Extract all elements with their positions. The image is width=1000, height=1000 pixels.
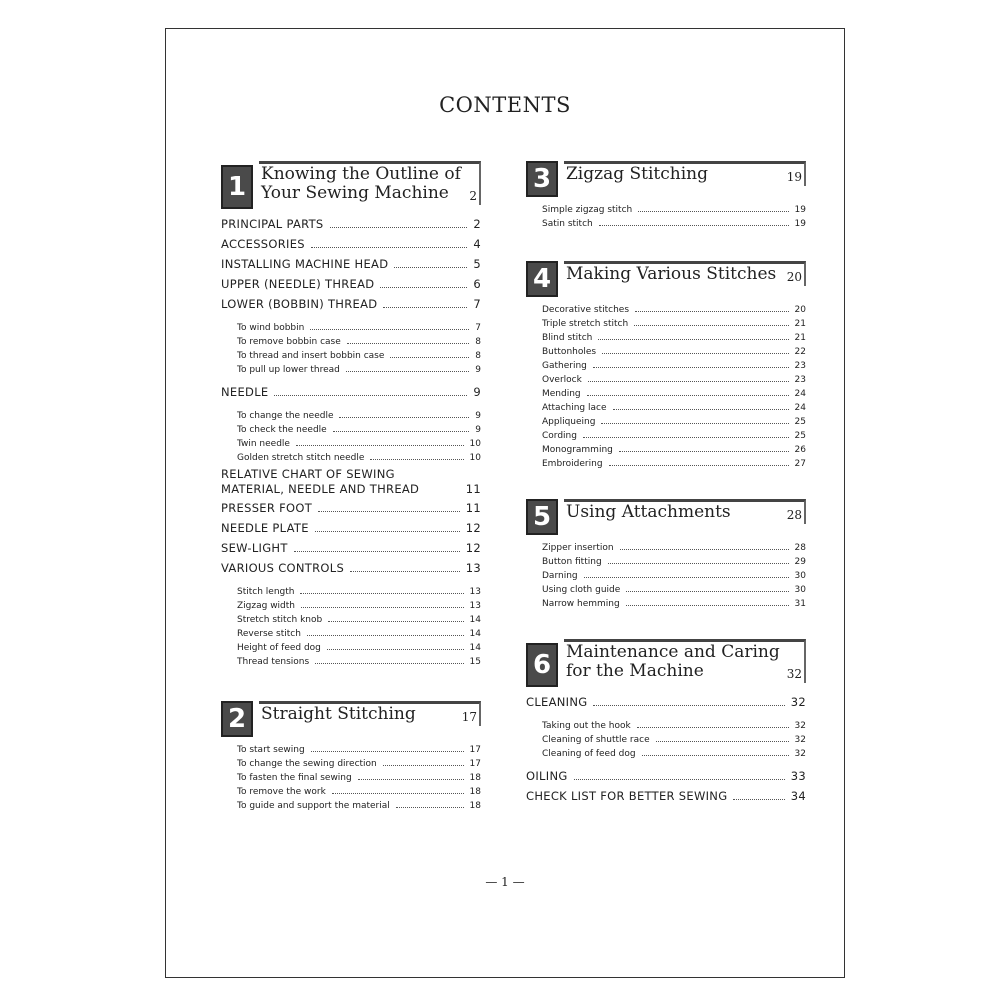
toc-entry-label: Zigzag width [237,601,295,611]
toc-subentry [221,629,481,643]
toc-entry [221,385,481,405]
toc-entry-page: 32 [790,695,806,709]
toc-entry [221,561,481,581]
dot-leader [330,227,468,228]
dot-leader [642,755,789,756]
toc-subentry [526,749,806,763]
toc-entry-label: To wind bobbin [237,323,305,333]
dot-leader [602,353,788,354]
dot-leader [619,451,789,452]
dot-leader [318,511,460,512]
toc-entry [526,769,806,789]
toc-subentry [221,745,481,759]
toc-entry-page: 17 [469,759,481,769]
toc-entry-label: Overlock [542,375,582,385]
toc-subentry [526,375,806,389]
dot-leader [656,741,789,742]
toc-subentry [526,735,806,749]
dot-leader [294,551,460,552]
toc-entry-page: 10 [469,439,481,449]
toc-subentry [526,543,806,557]
dot-leader [300,593,463,594]
toc-entry-label: Zipper insertion [542,543,614,553]
toc-subentry [526,445,806,459]
toc-entry-page: 12 [465,521,481,535]
dot-leader [307,635,464,636]
toc-entry-page: 9 [475,425,481,435]
toc-entry-label: To thread and insert bobbin case [237,351,385,361]
section-4 [526,261,806,473]
toc-entry-label: SEW-LIGHT [221,541,288,555]
toc-entry-page: 22 [794,347,806,357]
toc-entry-page: 2 [473,217,481,231]
dot-leader [350,571,460,572]
toc-subentry [221,425,481,439]
toc-entry-page: 18 [469,773,481,783]
section-title-block [259,701,481,726]
right-column [526,161,806,809]
toc-subentry [526,431,806,445]
toc-subentry [221,337,481,351]
toc-subentry [221,351,481,365]
dot-leader [315,663,463,664]
toc-entry-label: LOWER (BOBBIN) THREAD [221,297,378,311]
toc-subentry [221,759,481,773]
dot-leader [311,247,467,248]
section-6 [526,639,806,809]
dot-leader [626,591,788,592]
section-title-block [564,499,806,524]
page-number: — 1 — [485,875,525,889]
toc-entry [221,501,481,521]
dot-leader [584,577,789,578]
toc-entry-page: 18 [469,787,481,797]
toc-entry-label: UPPER (NEEDLE) THREAD [221,277,375,291]
toc-entry-label: Monogramming [542,445,613,455]
dot-leader [333,431,470,432]
toc-entry-page: 25 [794,417,806,427]
toc-entry-label: Button fitting [542,557,602,567]
toc-entry [221,277,481,297]
dot-leader [733,799,784,800]
dot-leader [588,381,789,382]
toc-entry-page: 27 [794,459,806,469]
manual-page [165,28,845,978]
toc-entry [221,521,481,541]
toc-entry-page: 7 [475,323,481,333]
toc-subentry [221,601,481,615]
dot-leader [383,307,467,308]
dot-leader [327,649,464,650]
section-title-block [564,261,806,286]
toc-entry-page: 11 [465,482,481,496]
toc-entry-page: 33 [790,769,806,783]
toc-entry-label: Mending [542,389,581,399]
dot-leader [587,395,789,396]
dot-leader [328,621,463,622]
toc-subentry [526,459,806,473]
toc-entry [526,695,806,715]
section-title-line: Knowing the Outline of [261,164,461,184]
dot-leader [396,807,464,808]
section-title-line: Maintenance and Caring [566,642,780,662]
dot-leader [301,607,464,608]
toc-entry-label: CHECK LIST FOR BETTER SEWING [526,789,728,803]
section-title-block [564,639,806,683]
section-header [221,701,481,737]
dot-leader [358,779,464,780]
toc-entry-label: Narrow hemming [542,599,620,609]
toc-entry-label: ACCESSORIES [221,237,305,251]
toc-entry [221,297,481,317]
dot-leader [390,357,469,358]
section-number-badge: 4 [526,261,558,297]
toc-entry-label: Satin stitch [542,219,593,229]
toc-entry-label: INSTALLING MACHINE HEAD [221,257,389,271]
section-page-number: 2 [469,189,477,203]
toc-entry-page: 9 [473,385,481,399]
toc-entry-label: Embroidering [542,459,603,469]
toc-entry-page: 12 [465,541,481,555]
toc-entry-page: 13 [469,587,481,597]
toc-entry-label: Cleaning of shuttle race [542,735,650,745]
dot-leader [370,459,463,460]
toc-entry-label: Appliqueing [542,417,596,427]
toc-entry-page: 23 [794,361,806,371]
toc-entry-label: Gathering [542,361,587,371]
dot-leader [608,563,789,564]
section-number-badge: 3 [526,161,558,197]
dot-leader [634,325,788,326]
dot-leader [332,793,464,794]
dot-leader [296,445,464,446]
section-header [221,161,481,209]
toc-entry-label: Using cloth guide [542,585,621,595]
toc-entry-page: 28 [794,543,806,553]
dot-leader [346,371,469,372]
toc-entry-page: 8 [475,337,481,347]
toc-entry-label: VARIOUS CONTROLS [221,561,345,575]
section-header [526,161,806,197]
toc-entry-page: 9 [475,365,481,375]
toc-entry-page: 19 [794,205,806,215]
section-title-line: for the Machine [566,661,704,681]
toc-entry-label: PRINCIPAL PARTS [221,217,324,231]
section-header [526,261,806,297]
section-3 [526,161,806,233]
dot-leader [339,417,469,418]
toc-entry-label: To start sewing [237,745,305,755]
toc-entry-page: 14 [469,629,481,639]
toc-entry-label: Decorative stitches [542,305,630,315]
toc-entry-page: 32 [794,735,806,745]
toc-entry-label: NEEDLE [221,385,269,399]
toc-entry-page: 19 [794,219,806,229]
toc-entry [221,237,481,257]
toc-entry-label: To remove the work [237,787,326,797]
toc-entry-label: To fasten the final sewing [237,773,352,783]
page-title: CONTENTS [439,93,571,117]
toc-entry-page: 10 [469,453,481,463]
toc-entry-label: PRESSER FOOT [221,501,313,515]
toc-entry-page: 25 [794,431,806,441]
dot-leader [613,409,789,410]
section-title-line: Zigzag Stitching [566,164,708,184]
toc-entry-label: Taking out the hook [542,721,631,731]
toc-subentry [221,439,481,453]
dot-leader [620,549,789,550]
dot-leader [593,367,789,368]
toc-entry-label: Stitch length [237,587,295,597]
toc-subentry [221,365,481,379]
toc-entry-page: 14 [469,643,481,653]
toc-entry-label: Attaching lace [542,403,607,413]
toc-entry-label: Height of feed dog [237,643,321,653]
section-number-badge: 5 [526,499,558,535]
toc-entry-label: Blind stitch [542,333,593,343]
toc-entry-label: Twin needle [237,439,290,449]
toc-entry [221,217,481,237]
toc-entry-label: Reverse stitch [237,629,301,639]
toc-subentry [526,333,806,347]
toc-subentry [221,787,481,801]
dot-leader [638,211,788,212]
toc-entry-page: 24 [794,403,806,413]
toc-entry-page: 21 [794,319,806,329]
toc-entry-label: RELATIVE CHART OF SEWING [221,467,395,481]
section-title-line: Your Sewing Machine [261,183,449,203]
left-column [221,161,481,815]
section-page-number: 20 [786,270,802,284]
section-page-number: 28 [786,508,802,522]
toc-subentry [221,615,481,629]
section-page-number: 32 [786,667,802,681]
toc-entry-page: 18 [469,801,481,811]
toc-subentry [526,389,806,403]
toc-entry-page: 9 [475,411,481,421]
toc-subentry [221,643,481,657]
toc-entry [221,257,481,277]
dot-leader [574,779,785,780]
toc-subentry [526,403,806,417]
toc-entry-label: Darning [542,571,578,581]
toc-entry-label: Buttonholes [542,347,597,357]
dot-leader [310,329,469,330]
section-title-block [564,161,806,186]
toc-subentry [526,205,806,219]
toc-entry-page: 4 [473,237,481,251]
section-1 [221,161,481,671]
toc-subentry [526,599,806,613]
toc-entry-page: 7 [473,297,481,311]
toc-entry-page: 6 [473,277,481,291]
toc-entry-row [221,482,481,497]
toc-subentry [221,657,481,671]
section-2 [221,701,481,815]
toc-entry [221,541,481,561]
toc-entry-page: 26 [794,445,806,455]
dot-leader [311,751,464,752]
toc-subentry [526,557,806,571]
toc-entry-page: 5 [473,257,481,271]
toc-subentry [526,721,806,735]
section-title-line: Making Various Stitches [566,264,777,284]
dot-leader [593,705,784,706]
dot-leader [274,395,467,396]
dot-leader [637,727,789,728]
toc-entry-page: 21 [794,333,806,343]
toc-entry-label: To remove bobbin case [237,337,341,347]
dot-leader [626,605,789,606]
toc-subentry [526,219,806,233]
toc-entry-page: 29 [794,557,806,567]
toc-subentry [526,571,806,585]
toc-entry-page: 14 [469,615,481,625]
toc-entry-page: 30 [794,585,806,595]
dot-leader [599,225,789,226]
section-header [526,639,806,687]
toc-entry [221,467,481,497]
toc-entry-page: 31 [794,599,806,609]
toc-entry-label-cont: MATERIAL, NEEDLE AND THREAD [221,482,420,496]
toc-entry-page: 8 [475,351,481,361]
toc-entry-page: 32 [794,749,806,759]
section-page-number: 17 [461,710,477,724]
toc-subentry [221,323,481,337]
dot-leader [383,765,464,766]
toc-entry-label: NEEDLE PLATE [221,521,309,535]
toc-entry-label: To guide and support the material [237,801,390,811]
dot-leader [635,311,789,312]
dot-leader [394,267,467,268]
section-title-line: Straight Stitching [261,704,416,724]
toc-subentry [221,453,481,467]
toc-entry-page: 23 [794,375,806,385]
toc-subentry [221,773,481,787]
toc-subentry [221,801,481,815]
toc-entry-label: Golden stretch stitch needle [237,453,365,463]
section-5 [526,499,806,613]
toc-entry-label: To check the needle [237,425,327,435]
toc-subentry [526,305,806,319]
toc-entry-page: 24 [794,389,806,399]
toc-entry-page: 32 [794,721,806,731]
dot-leader [347,343,469,344]
dot-leader [380,287,467,288]
section-page-number: 19 [786,170,802,184]
section-header [526,499,806,535]
dot-leader [601,423,788,424]
toc-subentry [526,361,806,375]
toc-entry-label: Cording [542,431,577,441]
toc-entry-label: Cleaning of feed dog [542,749,636,759]
toc-entry-label: CLEANING [526,695,588,709]
toc-entry-label: To pull up lower thread [237,365,340,375]
toc-subentry [526,319,806,333]
section-title-block [259,161,481,205]
toc-entry-page: 13 [469,601,481,611]
toc-entry-page: 11 [465,501,481,515]
section-number-badge: 2 [221,701,253,737]
toc-entry-page: 30 [794,571,806,581]
toc-entry-label: Stretch stitch knob [237,615,323,625]
toc-entry-label: OILING [526,769,568,783]
toc-entry-label: To change the sewing direction [237,759,377,769]
toc-entry [526,789,806,809]
toc-subentry [526,347,806,361]
toc-subentry [526,417,806,431]
toc-entry-label: Simple zigzag stitch [542,205,633,215]
toc-entry-page: 34 [790,789,806,803]
dot-leader [315,531,460,532]
toc-entry-label: To change the needle [237,411,334,421]
toc-subentry [221,587,481,601]
toc-entry-page: 20 [794,305,806,315]
section-number-badge: 6 [526,643,558,687]
toc-entry-label: Thread tensions [237,657,310,667]
section-title-line: Using Attachments [566,502,731,522]
toc-entry-page: 15 [469,657,481,667]
toc-subentry [526,585,806,599]
toc-subentry [221,411,481,425]
toc-entry-page: 13 [465,561,481,575]
dot-leader [609,465,789,466]
toc-entry-page: 17 [469,745,481,755]
toc-entry-label: Triple stretch stitch [542,319,629,329]
section-number-badge: 1 [221,165,253,209]
dot-leader [598,339,788,340]
dot-leader [583,437,789,438]
